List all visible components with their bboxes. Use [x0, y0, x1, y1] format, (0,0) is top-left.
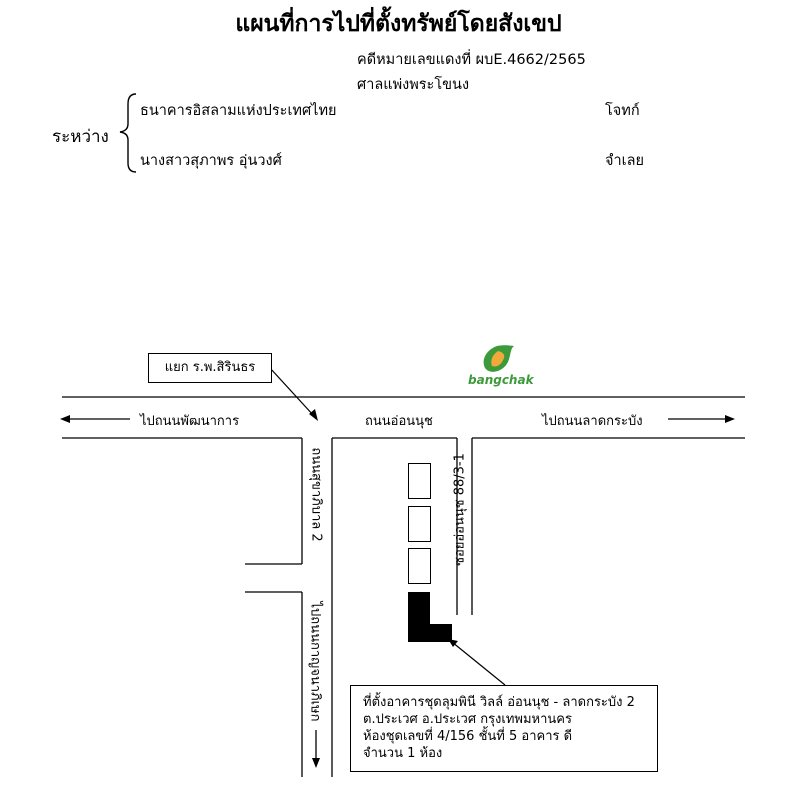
arrow-left-head	[60, 415, 70, 423]
kanchanaphisek-road-label: ไปถนนกาญจนาภิเษก	[307, 601, 323, 722]
arrow-right-head	[725, 415, 735, 423]
court-name: ศาลแพ่งพระโขนง	[357, 77, 470, 93]
building-1	[408, 463, 431, 499]
road-left-label: ไปถนนพัฒนาการ	[140, 414, 240, 429]
target-building	[408, 592, 452, 642]
defendant-role: จำเลย	[605, 153, 644, 169]
defendant-name: นางสาวสุภาพร อุ่นวงศ์	[140, 153, 282, 169]
junction-label: แยก ร.พ.สิรินธร	[164, 360, 256, 375]
junction-pointer-head	[309, 409, 318, 421]
arrow-down-head	[312, 758, 320, 768]
between-label: ระหว่าง	[52, 127, 109, 147]
property-line-2: ต.ประเวศ อ.ประเวศ กรุงเทพมหานคร	[363, 712, 572, 727]
page-title: แผนที่การไปที่ตั้งทรัพย์โดยสังเขป	[235, 11, 562, 37]
property-pointer-line	[452, 642, 505, 685]
building-2	[408, 506, 431, 542]
bangchak-logo-icon	[484, 345, 514, 372]
plaintiff-name: ธนาคารอิสลามแห่งประเทศไทย	[140, 103, 337, 119]
junction-pointer-line	[270, 368, 314, 416]
party-brace	[120, 94, 136, 172]
sukhapiban-road-label: ถนนสุขาภิบาล 2	[308, 447, 324, 542]
property-line-3: ห้องชุดเลขที่ 4/156 ชั้นที่ 5 อาคาร ดี	[363, 729, 573, 744]
road-main-label: ถนนอ่อนนุช	[365, 414, 433, 429]
property-line-1: ที่ตั้งอาคารชุดลุมพินี วิลล์ อ่อนนุช - ลาดกระบัง 2	[363, 695, 635, 710]
junction-label-box	[148, 353, 272, 383]
bangchak-logo-text: bangchak	[468, 373, 534, 387]
property-info-box	[350, 685, 658, 772]
plaintiff-role: โจทก์	[605, 103, 640, 119]
road-right-label: ไปถนนลาดกระบัง	[542, 414, 643, 429]
property-line-4: จำนวน 1 ห้อง	[363, 746, 443, 761]
building-3	[408, 548, 431, 584]
case-number: คดีหมายเลขแดงที่ ผบE.4662/2565	[357, 52, 586, 68]
soi-label: ซอยอ่อนนุช 88/3-1	[452, 453, 468, 566]
